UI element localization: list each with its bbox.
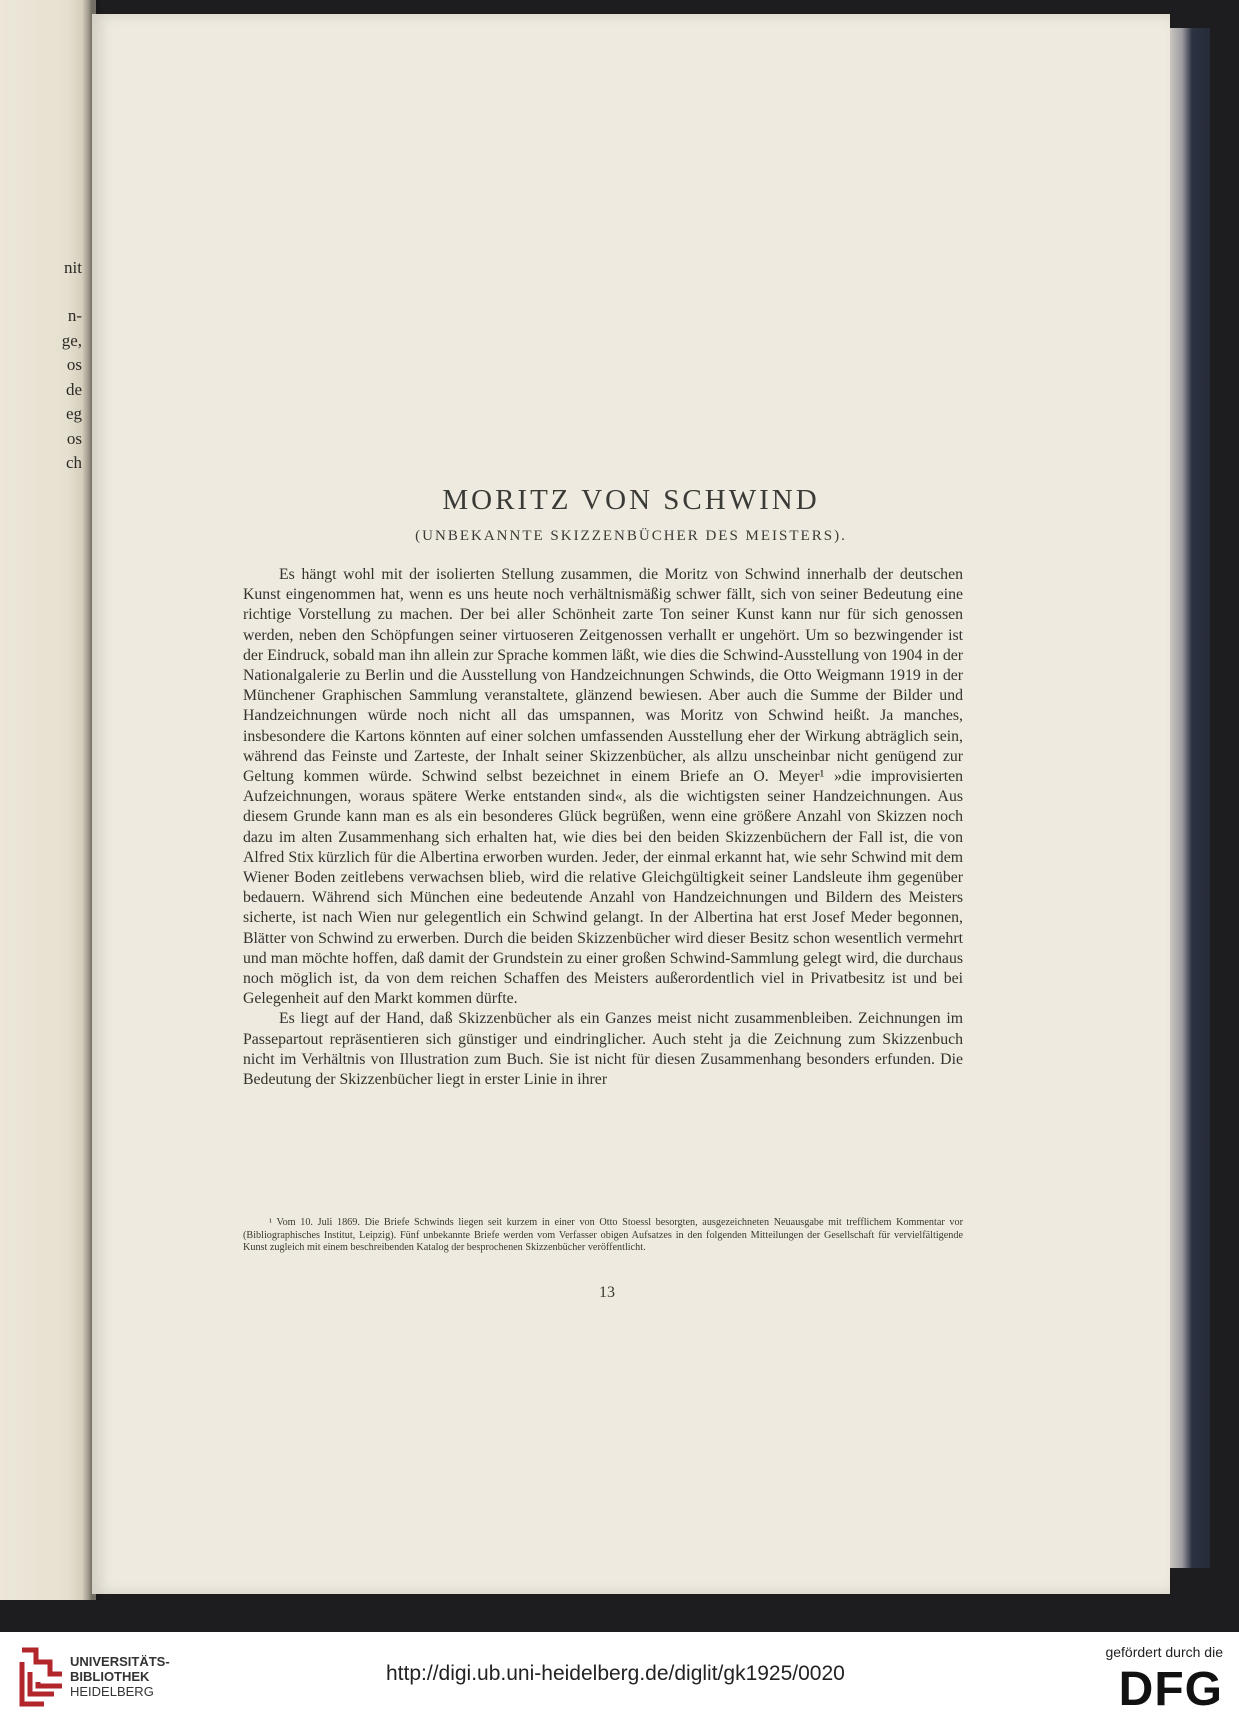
library-name [70,1654,170,1699]
article-subtitle: (UNBEKANNTE SKIZZENBÜCHER DES MEISTERS). [415,528,847,544]
university-library-logo-icon [14,1642,66,1712]
library-name-line: HEIDELBERG [70,1684,154,1699]
footnote [243,1217,963,1255]
left-page-fragment: n- [67,306,82,325]
footnote-text: ¹ Vom 10. Juli 1869. Die Briefe Schwinds liegen seit kurzem in einer von Otto Stoessl besorgten, ausgezeichneten Neuausgabe mit trefflichem Kommentar vor (Bibliographisches Institut, Leipzig). Fünf unbekannte Briefe werden vom Verfasser obigen Aufsatzes in den folgenden Mitteilungen der Gesellschaft für vervielfältigende Kunst zugleich mit einem beschreibenden Katalog der besprochenen Skizzenbücher veröffentlicht. [243,1217,963,1254]
library-name-line: BIBLIOTHEK [70,1669,150,1684]
article-title: MORITZ VON SCHWIND [442,484,820,516]
body-paragraph: Es liegt auf der Hand, daß Skizzenbücher als ein Ganzes meist nicht zusammenbleiben. Zeichnungen im Passepartout repräsentieren sich günstiger und eindringlicher. Auch steht ja die Zeichnung zum Skizzenbuch nicht im Verhältnis von Illustration zum Buch. Sie ist nicht für diesen Zusammenhang besonders erfunden. Die Bedeutung der Skizzenbücher liegt in erster Linie in ihrer [243,1010,963,1089]
library-name-line: UNIVERSITÄTS- [70,1654,170,1669]
body-paragraph: Es hängt wohl mit der isolierten Stellung zusammen, die Moritz von Schwind innerhalb der deutschen Kunst eingenommen hat, wenn es uns heute noch verhältnismäßig schwer fällt, sich von seiner Bedeutung eine richtige Vorstellung zu machen. Der bei aller Schönheit zarte Ton seiner Kunst kann nur für sich genossen werden, neben den Schöpfungen seiner virtuoseren Zeitgenossen verhallt er ungehört. Um so bezwingender ist der Eindruck, sobald man ihn allein zur Sprache kommen läßt, wie dies die Schwind-Ausstellung von 1904 in der Nationalgalerie zu Berlin und die Ausstellung von Handzeichnungen Schwinds, die Otto Weigmann 1919 in der Münchener Graphischen Sammlung veranstaltete, glänzend bewiesen. Aber auch die Summe der Bilder und Handzeichnungen würde noch nicht all das umspannen, was Moritz von Schwind heißt. Ja manches, insbesondere die Kartons könnten auf einer solchen umfassenden Ausstellung eher der Wirkung abträglich sein, während das Feinste und Zarteste, der Inhalt seiner Skizzenbücher, als allzu unscheinbar nicht genügend zur Geltung kommen würde. Schwind selbst bezeichnet in einem Briefe an O. Meyer¹ »die improvisierten Aufzeichnungen, woraus spätere Werke entstanden sind«, als die wichtigsten seiner Handzeichnungen. Aus diesem Grunde kann man es als ein besonderes Glück begrüßen, wenn eine größere Anzahl von Skizzen noch dazu im alten Zusammenhang sich erhalten hat, wie dies bei den beiden Skizzenbüchern der Fall ist, die von Alfred Stix kürzlich für die Albertina erworben wurden. Jeder, der einmal erkannt hat, wie sehr Schwind mit dem Wiener Boden zeitlebens verwachsen blieb, wird die relative Gleichgültigkeit seiner Landsleute ihm gegenüber bedauern. Während sich München eine bedeutende Anzahl von Handzeichnungen und Bildern des Meisters sicherte, ist nach Wien nur gelegentlich ein Schwind gelangt. In der Albertina hat erst Josef Meder begonnen, Blätter von Schwind zu erwerben. Durch die beiden Skizzenbücher wird dieser Besitz schon wesentlich vermehrt und man möchte hoffen, daß damit der Grundstein zu einer großen Schwind-Sammlung gelegt wird, die durchaus noch möglich ist, da von dem reichen Schaffen des Meisters außerordentlich viel in Privatbesitz ist und bei Gelegenheit auf den Markt kommen dürfte. [243,566,963,1008]
left-page-fragment: os [66,355,82,374]
book-cover-edge [1170,28,1210,1568]
left-page-fragment: ge, [61,331,82,350]
left-page-fragment: eg [65,404,82,423]
left-page-fragment: ch [65,453,82,472]
permalink-url[interactable]: http://digi.ub.uni-heidelberg.de/diglit/gk1925/0020 [386,1662,845,1685]
left-page-fragment: nit [64,258,82,277]
article-body [243,565,963,1090]
dfg-logo: DFG [1118,1663,1223,1716]
left-page-fragment: de [65,380,82,399]
left-page-fragment: os [66,429,82,448]
viewer-footer-banner [0,1632,1239,1724]
page-number: 13 [599,1284,615,1301]
funded-by-label: gefördert durch die [1105,1644,1223,1660]
